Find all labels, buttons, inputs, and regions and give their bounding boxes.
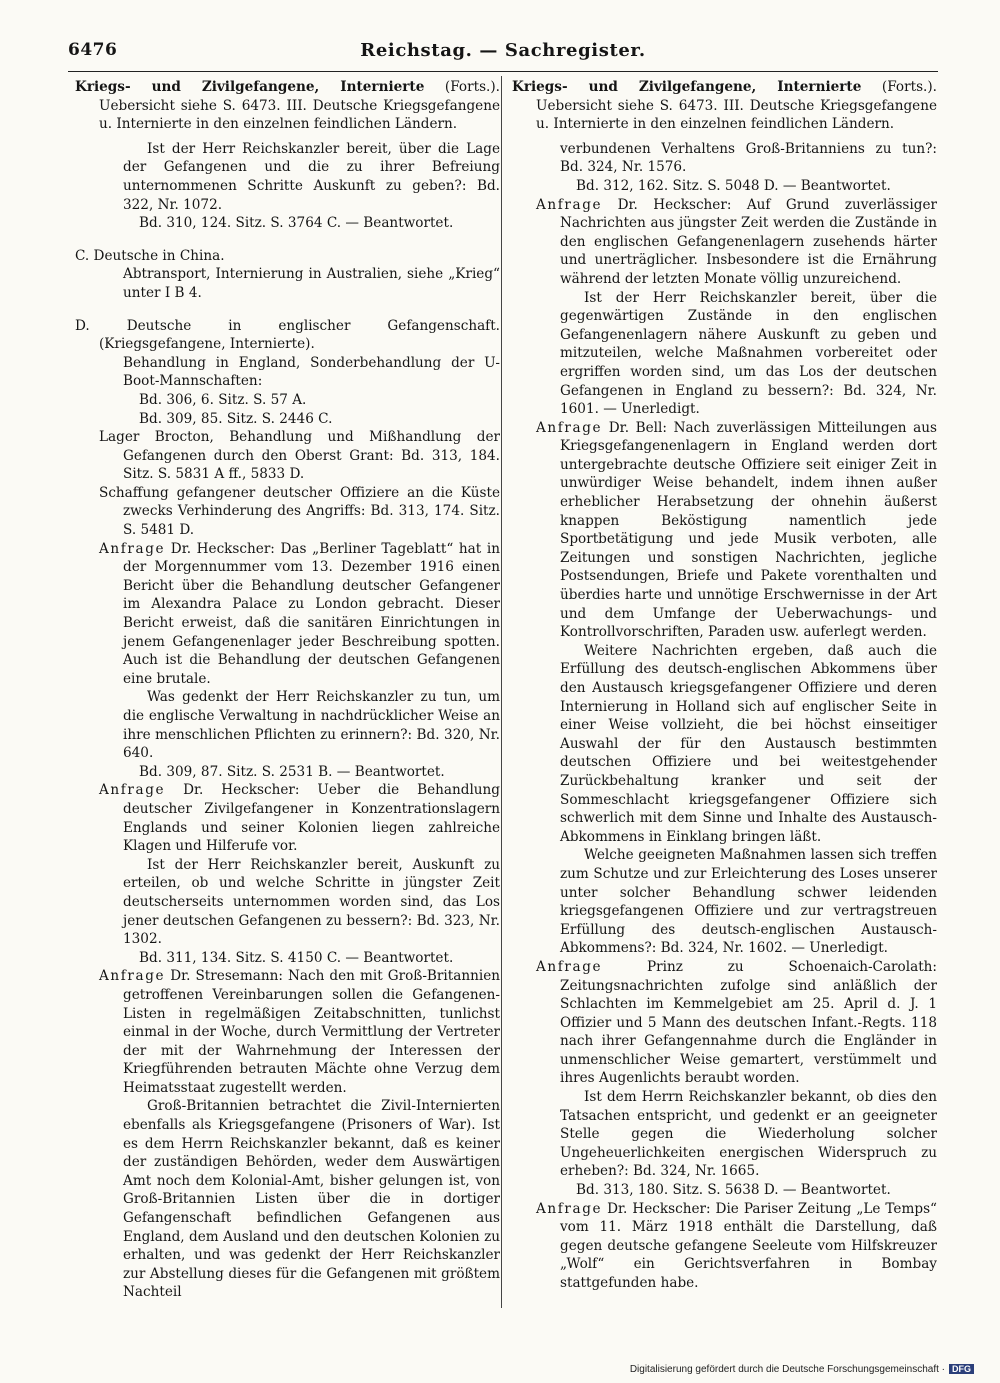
heading-rest: (Forts.). Uebersicht siehe S. 6473. III. Deutsche Kriegsgefangene u. Internierte in den einzelnen feindlichen Ländern. bbox=[99, 79, 500, 133]
column-divider bbox=[501, 76, 502, 1308]
entry-reference: Bd. 309, 87. Sitz. S. 2531 B. — Beantwortet. bbox=[139, 763, 445, 780]
inquiry: Anfrage Dr. Bell: Nach zuverlässigen Mitteilungen aus Kriegsgefangenenlagern in England werden dort untergebrachte deutsche Offiziere seit einiger Zeit in unwürdiger Weise behandelt, indem ihnen außer erheblicher Herabsetzung der ohnehin äußerst knappen Beköstigung namentlich jede Sportbetätigung und jede Musik verboten, alle Zeitungen und sonstigen Nachrichten, jegliche Postsendungen, Briefe und Pakete vorenthalten und überdies harte und unnötige Erschwernisse in der Art und dem Umfange der Ueberwachungs- und Kontrollvorschriften, Paraden usw. auferlegt werden. bbox=[536, 419, 937, 641]
inquiry: Anfrage Dr. Heckscher: Auf Grund zuverlässiger Nachrichten aus jüngster Zeit werden die Zustände in den englischen Gefangenenlagern zusehends härter und unerträglicher. Insbesondere ist die Ernährung während der letzten Monate völlig unzureichend. bbox=[536, 196, 937, 287]
inquiry: Anfrage Dr. Heckscher: Das „Berliner Tageblatt“ hat in der Morgennummer vom 13. Dezember 1916 einen Bericht über die Behandlung deutscher Gefangener im Alexandra Palace zu London gebracht. Dieser Bericht erweist, daß die sanitären Einrichtungen in jenem Gefangenenlager jeder Beschreibung spotten. Auch ist die Behandlung der deutschen Gefangenen eine brutale. bbox=[99, 540, 500, 687]
footer-text: Digitalisierung gefördert durch die Deutsche Forschungsgemeinschaft · bbox=[629, 1364, 945, 1375]
dfg-logo-icon: DFG bbox=[949, 1364, 974, 1374]
heading-rest: (Forts.). Uebersicht siehe S. 6473. III. Deutsche Kriegsgefangene u. Internierte in den einzelnen feindlichen Ländern. bbox=[536, 79, 937, 133]
inquiry-question: Groß-Britannien betrachtet die Zivil-Internierten ebenfalls als Kriegsgefangene (Prisoners of War). Ist es dem Herrn Reichskanzler bekannt, daß es keiner der zuständigen Behörden, weder dem Auswärtigen Amt noch dem Kolonial-Amt, bisher gelungen ist, von Groß-Britannien Listen über die in dortiger Gefangenschaft befindlichen Gefangenen aus England, dem Ausland und den deutschen Kolonien zu erhalten, und was gedenkt der Herr Reichskanzler zur Abstellung dieses für die Gefangenen mit größtem Nachteil bbox=[123, 1098, 500, 1301]
entry-reference: Bd. 306, 6. Sitz. S. 57 A. bbox=[139, 391, 307, 408]
inquiry: Anfrage Dr. Heckscher: Die Pariser Zeitung „Le Temps“ vom 11. März 1918 enthält die Darstellung, daß gegen deutsche gefangene Seeleute vom Hilfskreuzer „Wolf“ ein Gerichtsverfahren in Bombay stattgefunden habe. bbox=[536, 1200, 937, 1291]
section-text: Abtransport, Internierung in Australien, siehe „Krieg“ unter I B 4. bbox=[123, 266, 500, 301]
inquiry-question: Welche geeigneten Maßnahmen lassen sich treffen zum Schutze und zur Erleichterung des Loses unserer unter solcher Behandlung schwer leidenden kriegsgefangenen Offiziere und zur vertragstreuen Erfüllung des deutsch-englischen Austausch-Abkommens?: Bd. 324, Nr. 1602. — Unerledigt. bbox=[560, 847, 937, 957]
entry-text: Ist der Herr Reichskanzler bereit, über die Lage der Gefangenen und die zu ihrer Befreiung unternommenen Schritte Auskunft zu geben?: Bd. 322, Nr. 1072. bbox=[123, 140, 500, 213]
page-title: Reichstag. — Sachregister. bbox=[360, 40, 646, 61]
inquiry: Anfrage Dr. Stresemann: Nach den mit Groß-Britannien getroffenen Vereinbarungen sollen die Gefangenen-Listen in regelmäßigen Zeitabschnitten, tunlichst einmal in der Woche, durch Vermittlung der Vertreter der mit der Wahrnehmung der Interessen der Kriegführenden betrauten Mächte ohne Verzug dem Heimatsstaat zugestellt werden. bbox=[99, 968, 500, 1096]
entry-reference: Bd. 312, 162. Sitz. S. 5048 D. — Beantwortet. bbox=[576, 177, 891, 194]
entry-reference: Bd. 310, 124. Sitz. S. 3764 C. — Beantwortet. bbox=[139, 215, 454, 232]
inquiry-question: Ist der Herr Reichskanzler bereit, Auskunft zu erteilen, ob und welche Schritte in jüngster Zeit deutscherseits unternommen worden sind, das Los jener deutschen Gefangenen zu bessern?: Bd. 323, Nr. 1302. bbox=[123, 856, 500, 948]
inquiry: Anfrage Dr. Heckscher: Ueber die Behandlung deutscher Zivilgefangener in Konzentrationslagern Englands und seiner Kolonien liegen zahlreiche Klagen und Hilferufe vor. bbox=[99, 782, 500, 855]
entry-text: verbundenen Verhaltens Groß-Britanniens zu tun?: Bd. 324, Nr. 1576. bbox=[560, 140, 937, 176]
right-column bbox=[512, 78, 937, 1293]
running-head bbox=[68, 40, 938, 64]
inquiry: Anfrage Prinz zu Schoenaich-Carolath: Zeitungsnachrichten zufolge sind anläßlich der Schlachten im Kemmelgebiet am 25. April d. J. 1 Offizier und 5 Mann des deutschen Infant.-Regts. 118 nach ihrer Gefangennahme durch die Engländer in unmenschlicher Weise gemartert, verstümmelt und ihres Augenlichts beraubt worden. bbox=[536, 958, 937, 1087]
heading-bold: Kriegs- und Zivilgefangene, Internierte bbox=[512, 79, 862, 95]
continued-heading bbox=[512, 78, 937, 134]
inquiry-question: Ist der Herr Reichskanzler bereit, über die gegenwärtigen Zustände in den englischen Gefangenenlagern nähere Auskunft zu geben und mitzuteilen, welche Maßnahmen vorbereitet oder ergriffen worden sind, um das Los der deutschen Gefangenen in England zu bessern?: Bd. 324, Nr. 1601. — Unerledigt. bbox=[560, 289, 937, 418]
section-title: D. Deutsche in englischer Gefangenschaft. (Kriegsgefangene, Internierte). bbox=[75, 317, 500, 353]
inquiry-text: Weitere Nachrichten ergeben, daß auch die Erfüllung des deutsch-englischen Abkommens über den Austausch kriegsgefangener Offiziere und deren Internierung in Holland sich auf englischer Seite in einer Weise vollzieht, die bei höchst einseitiger Auswahl der für den Austausch bestimmten deutschen Offiziere und bei weitestgehender Zurückbehaltung kranker und seit der Sommeschlacht kriegsgefangener Offiziere sich schwerlich mit dem Sinne und Inhalte des Austausch-Abkommens in Einklang bringen läßt. bbox=[560, 642, 937, 845]
page-number: 6476 bbox=[68, 40, 118, 60]
entry-text: Schaffung gefangener deutscher Offiziere an die Küste zwecks Verhinderung des Angriffs: Bd. 313, 174. Sitz. S. 5481 D. bbox=[99, 484, 500, 539]
heading-bold: Kriegs- und Zivilgefangene, Internierte bbox=[75, 79, 425, 95]
entry-text: Lager Brocton, Behandlung und Mißhandlung der Gefangenen durch den Oberst Grant: Bd. 313, 184. Sitz. S. 5831 A ff., 5833 D. bbox=[99, 429, 500, 483]
entry-reference: Bd. 309, 85. Sitz. S. 2446 C. bbox=[139, 410, 333, 427]
inquiry-question: Was gedenkt der Herr Reichskanzler zu tun, um die englische Verwaltung in nachdrücklicher Weise an ihre menschlichen Pflichten zu erinnern?: Bd. 320, Nr. 640. bbox=[123, 689, 500, 762]
inquiry-question: Ist dem Herrn Reichskanzler bekannt, ob dies den Tatsachen entspricht, und gedenkt er an geeigneter Stelle gegen die Wiederholung solcher Ungeheuerlichkeiten energischen Widerspruch zu erheben?: Bd. 324, Nr. 1665. bbox=[560, 1089, 937, 1180]
section-title: C. Deutsche in China. bbox=[75, 247, 225, 264]
continued-heading bbox=[75, 78, 500, 134]
entry-reference: Bd. 311, 134. Sitz. S. 4150 C. — Beantwortet. bbox=[139, 949, 454, 966]
entry-text: Behandlung in England, Sonderbehandlung der U-Boot-Mannschaften: bbox=[123, 354, 500, 390]
entry-reference: Bd. 313, 180. Sitz. S. 5638 D. — Beantwortet. bbox=[576, 1182, 891, 1199]
left-column bbox=[75, 78, 500, 1302]
header-rule bbox=[68, 71, 938, 72]
digitization-credit bbox=[630, 1364, 974, 1375]
